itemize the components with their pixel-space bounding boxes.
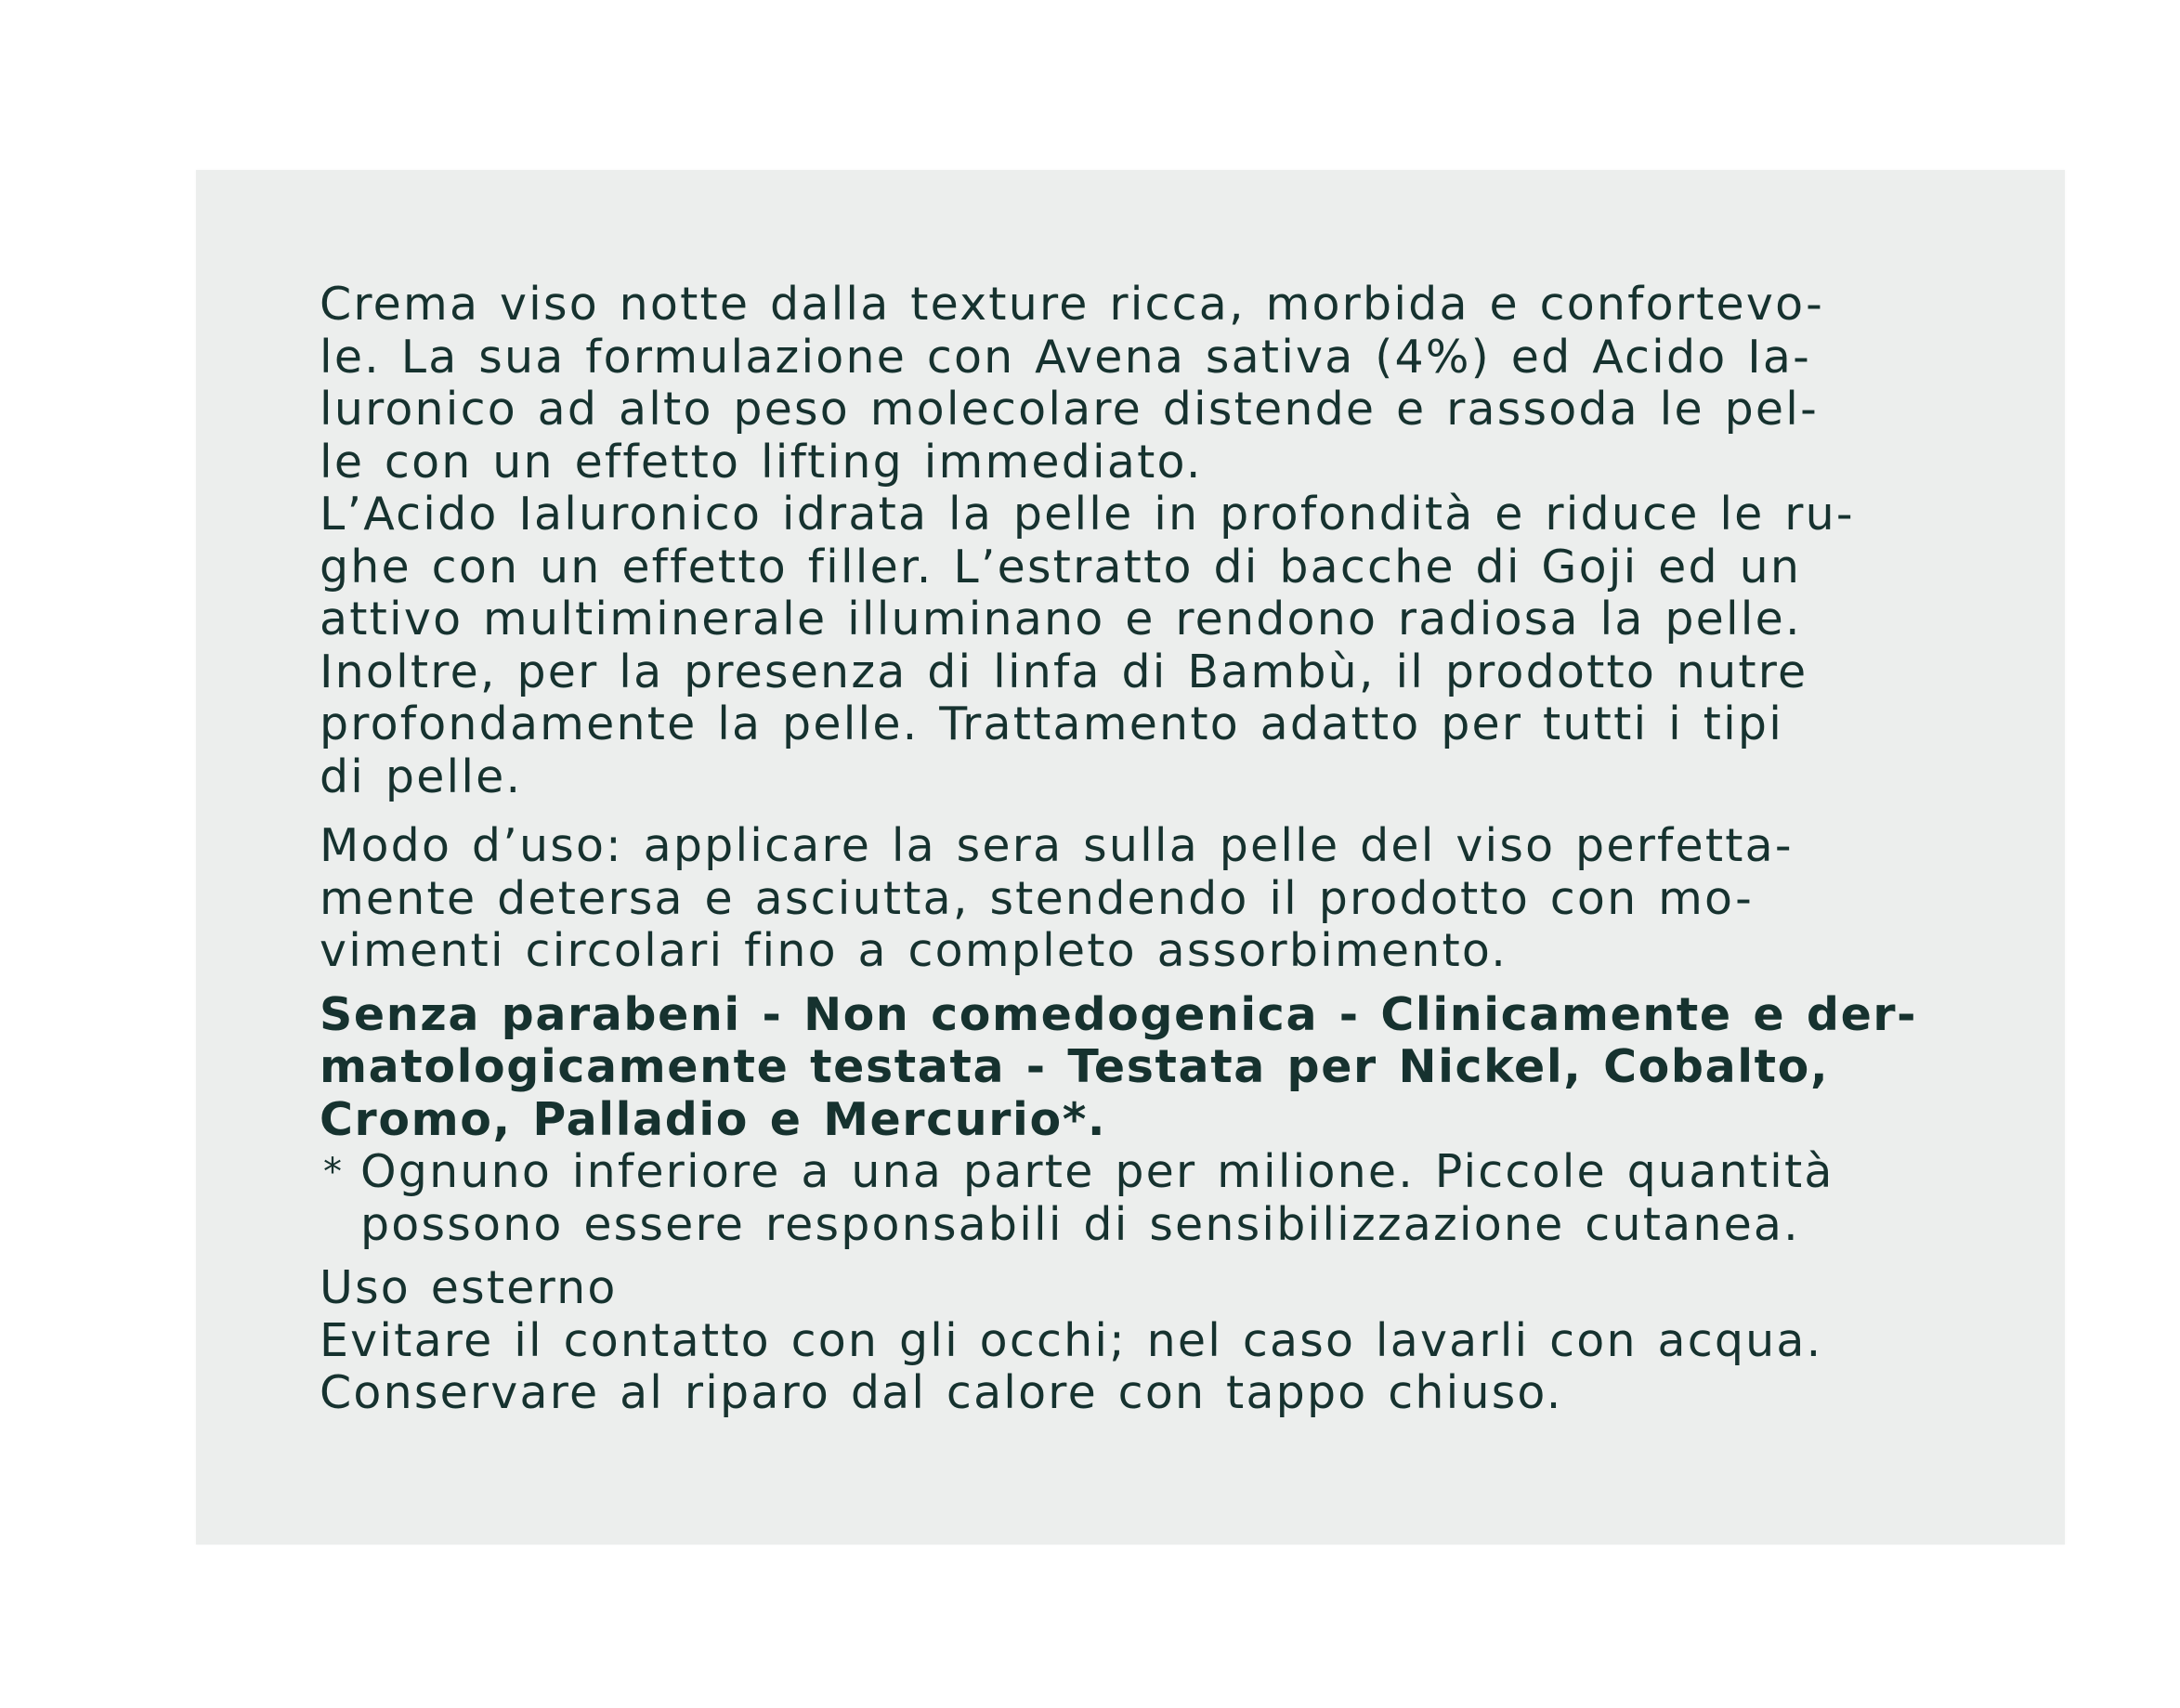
- usage-paragraph: [320, 820, 1964, 978]
- warning-line: Evitare il contatto con gli occhi; nel caso lavarli con acqua.: [320, 1313, 1823, 1367]
- description-line: Crema viso notte dalla texture ricca, morbida e confortevo-: [320, 278, 1825, 331]
- footnote-line: Ognuno inferiore a una parte per milione. Piccole quantità: [360, 1145, 1834, 1198]
- description-line: luronico ad alto peso molecolare distende e rassoda le pel-: [320, 383, 1819, 436]
- claims-line: Cromo, Palladio e Mercurio*.: [320, 1092, 1107, 1146]
- usage-line: mente detersa e asciutta, stendendo il prodotto con mo-: [320, 871, 1755, 925]
- usage-line: Modo d’uso: applicare la sera sulla pelle del viso perfetta-: [320, 819, 1794, 872]
- footnote: [320, 1146, 1964, 1251]
- external-use-section: [320, 1262, 1964, 1420]
- description-line: ghe con un effetto filler. L’estratto di bacche di Goji ed un: [320, 540, 1802, 593]
- claims-line: matologicamente testata - Testata per Nickel, Cobalto,: [320, 1040, 1830, 1093]
- description-line: di pelle.: [320, 750, 523, 803]
- footnote-line: possono essere responsabili di sensibilizzazione cutanea.: [360, 1197, 1800, 1251]
- warning-line: Conservare al riparo dal calore con tappo chiuso.: [320, 1366, 1563, 1419]
- footnote-marker: *: [323, 1151, 345, 1193]
- description-line: le. La sua formulazione con Avena sativa (4%) ed Acido Ia-: [320, 330, 1812, 384]
- description-paragraph: [320, 279, 1964, 803]
- external-use-heading: Uso esterno: [320, 1261, 618, 1314]
- usage-line: vimenti circolari fino a completo assorbimento.: [320, 924, 1508, 977]
- description-line: profondamente la pelle. Trattamento adatto per tutti i tipi: [320, 698, 1784, 750]
- description-line: Inoltre, per la presenza di linfa di Bambù, il prodotto nutre: [320, 645, 1808, 698]
- description-line: attivo multiminerale illuminano e rendono radiosa la pelle.: [320, 593, 1802, 645]
- claims-line: Senza parabeni - Non comedogenica - Clinicamente e der-: [320, 987, 1918, 1041]
- description-line: le con un effetto lifting immediato.: [320, 435, 1203, 489]
- description-line: L’Acido Ialuronico idrata la pelle in profondità e riduce le ru-: [320, 488, 1855, 541]
- claims-paragraph: [320, 989, 1964, 1147]
- label-text: [320, 279, 1964, 1420]
